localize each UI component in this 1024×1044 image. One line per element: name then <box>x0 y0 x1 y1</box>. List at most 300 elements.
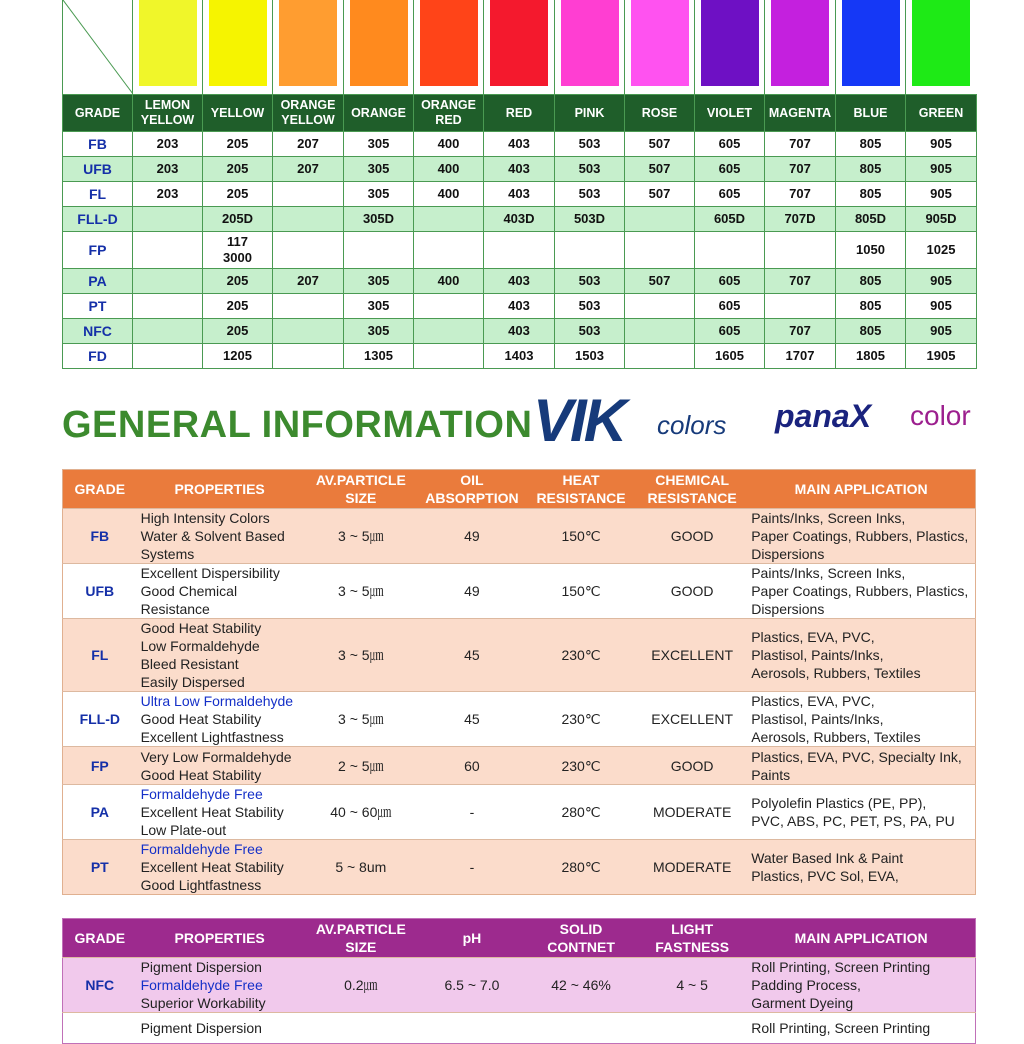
swatch-cell <box>555 0 625 95</box>
properties-cell <box>137 958 303 1013</box>
application-line: Plastisol, Paints/Inks, <box>751 647 884 663</box>
application-line: Plastics, EVA, PVC, <box>751 693 875 709</box>
grade-code: 403 <box>484 157 555 182</box>
grade-code <box>133 269 203 294</box>
color-header: ORANGE RED <box>414 95 484 132</box>
grade-code: 805 <box>836 294 906 319</box>
chem-cell: MODERATE <box>637 785 747 840</box>
property-line: Formaldehyde Free <box>140 786 263 802</box>
grade-code: 605 <box>695 132 765 157</box>
chem-cell: EXCELLENT <box>637 619 747 692</box>
grade-name: FB <box>63 132 133 157</box>
grade-code <box>414 294 484 319</box>
properties-cell <box>137 619 303 692</box>
application-line: Paints/Inks, Screen Inks, <box>751 565 906 581</box>
light-cell <box>637 1013 747 1044</box>
column-header: AV.PARTICLE SIZE <box>303 470 419 509</box>
oil-cell: - <box>419 840 525 895</box>
application-cell <box>747 840 975 895</box>
property-line: Water & Solvent Based <box>140 528 285 544</box>
application-line: Dispersions <box>751 546 825 562</box>
grade-code: 507 <box>625 132 695 157</box>
property-line: Excellent Lightfastness <box>140 729 284 745</box>
size-cell: 0.2㎛ <box>303 958 419 1013</box>
application-cell <box>747 1013 975 1044</box>
grade-code: 905D <box>906 207 977 232</box>
property-line: Low Plate-out <box>140 822 227 838</box>
grade-code: 503 <box>555 182 625 207</box>
table-row <box>63 619 976 692</box>
grade-code <box>273 232 344 269</box>
grade-code: 1707 <box>765 344 836 369</box>
property-line: Superior Workability <box>140 995 266 1011</box>
color-header: MAGENTA <box>765 95 836 132</box>
grade-code <box>625 294 695 319</box>
grade-code <box>133 344 203 369</box>
property-line: Formaldehyde Free <box>140 841 263 857</box>
application-line: Roll Printing, Screen Printing <box>751 959 931 975</box>
info-header-row <box>63 919 976 958</box>
grade-code: 305 <box>344 132 414 157</box>
grade-name: FLL-D <box>63 207 133 232</box>
grade-code: 205 <box>203 182 273 207</box>
vik-logo-colors: colors <box>657 410 727 440</box>
grade-code <box>414 232 484 269</box>
chem-cell: GOOD <box>637 564 747 619</box>
table-row <box>63 207 977 232</box>
grade-code: 1503 <box>555 344 625 369</box>
grade-code <box>133 232 203 269</box>
grade-code: 305 <box>344 157 414 182</box>
grade-code: 707 <box>765 269 836 294</box>
grade-code: 805 <box>836 182 906 207</box>
grade-code: 805 <box>836 269 906 294</box>
swatch-cell <box>765 0 836 95</box>
grade-name: FL <box>63 182 133 207</box>
grade-code: 503D <box>555 207 625 232</box>
heat-cell: 230℃ <box>525 692 637 747</box>
property-line: Resistance <box>140 601 210 617</box>
application-cell <box>747 619 975 692</box>
color-header: VIOLET <box>695 95 765 132</box>
chem-cell: EXCELLENT <box>637 692 747 747</box>
grade-code: 203 <box>133 182 203 207</box>
column-header: AV.PARTICLE SIZE <box>303 919 419 958</box>
grade-code: 707 <box>765 319 836 344</box>
size-cell: 2 ~ 5㎛ <box>303 747 419 785</box>
application-line: Aerosols, Rubbers, Textiles <box>751 665 921 681</box>
grade-code <box>414 207 484 232</box>
application-line: Water Based Ink & Paint <box>751 850 904 866</box>
application-line: Plastics, EVA, PVC, <box>751 629 875 645</box>
info-header-row <box>63 470 976 509</box>
heat-cell: 150℃ <box>525 509 637 564</box>
grade-name: FP <box>63 232 133 269</box>
grade-code: 305 <box>344 294 414 319</box>
grade-code: 400 <box>414 157 484 182</box>
grade-name: UFB <box>63 564 137 619</box>
grade-code: 507 <box>625 157 695 182</box>
table-row <box>63 509 976 564</box>
table-row <box>63 319 977 344</box>
grade-code: 707 <box>765 157 836 182</box>
grade-code <box>765 232 836 269</box>
size-cell: 3 ~ 5㎛ <box>303 564 419 619</box>
table-row <box>63 182 977 207</box>
grade-code: 1205 <box>203 344 273 369</box>
application-cell <box>747 747 975 785</box>
grade-code <box>765 294 836 319</box>
properties-cell <box>137 509 303 564</box>
swatch-cell <box>906 0 977 95</box>
grade-code: 305 <box>344 319 414 344</box>
table-row <box>63 564 976 619</box>
grade-code: 707 <box>765 182 836 207</box>
general-info-table <box>62 469 976 895</box>
swatch-cell <box>695 0 765 95</box>
swatch-violet <box>701 0 759 86</box>
swatch-orange <box>350 0 408 86</box>
property-line: Good Heat Stability <box>140 766 262 783</box>
table-row <box>63 692 976 747</box>
property-line: Very Low Formaldehyde <box>140 748 292 765</box>
property-line: Good Lightfastness <box>140 877 262 893</box>
color-header: PINK <box>555 95 625 132</box>
swatch-magenta <box>771 0 829 86</box>
grade-code <box>344 232 414 269</box>
section-title: GENERAL INFORMATION <box>62 404 533 446</box>
property-line: High Intensity Colors <box>140 510 270 526</box>
grade-code: 1905 <box>906 344 977 369</box>
grade-code: 207 <box>273 132 344 157</box>
application-cell <box>747 509 975 564</box>
grade-name: FL <box>63 619 137 692</box>
swatch-orange-red <box>420 0 478 86</box>
grade-name <box>63 1013 137 1044</box>
property-line: Excellent Heat Stability <box>140 804 284 820</box>
grade-code: 305D <box>344 207 414 232</box>
column-header: pH <box>419 919 525 958</box>
application-line: Polyolefin Plastics (PE, PP), <box>751 795 927 811</box>
grade-code: 117 3000 <box>203 232 273 269</box>
heat-cell: 280℃ <box>525 785 637 840</box>
property-line: Excellent Dispersibility <box>140 565 280 581</box>
grade-code <box>133 319 203 344</box>
table-row <box>63 269 977 294</box>
property-line: Pigment Dispersion <box>140 959 262 975</box>
properties-cell <box>137 785 303 840</box>
application-cell <box>747 564 975 619</box>
color-header: GREEN <box>906 95 977 132</box>
application-line: Plastics, PVC Sol, EVA, <box>751 868 899 884</box>
grade-code: 403 <box>484 294 555 319</box>
solid-cell <box>525 1013 637 1044</box>
table-row <box>63 344 977 369</box>
color-header: LEMON YELLOW <box>133 95 203 132</box>
size-cell: 40 ~ 60㎛ <box>303 785 419 840</box>
grade-code <box>273 319 344 344</box>
grade-code <box>414 319 484 344</box>
swatch-row <box>63 0 977 95</box>
ph-cell: 6.5 ~ 7.0 <box>419 958 525 1013</box>
grade-code: 203 <box>133 157 203 182</box>
grade-code: 403 <box>484 132 555 157</box>
grade-code: 805 <box>836 132 906 157</box>
application-line: Roll Printing, Screen Printing <box>751 1020 931 1036</box>
size-cell: 3 ~ 5㎛ <box>303 692 419 747</box>
heat-cell: 280℃ <box>525 840 637 895</box>
grade-header: GRADE <box>63 95 133 132</box>
application-line: Paper Coatings, Rubbers, Plastics, <box>751 528 969 544</box>
properties-cell <box>137 747 303 785</box>
property-line: Ultra Low Formaldehyde <box>140 693 294 709</box>
application-line: Plastisol, Paints/Inks, <box>751 711 884 727</box>
grade-code <box>484 232 555 269</box>
property-line: Formaldehyde Free <box>140 977 263 993</box>
grade-name: NFC <box>63 958 137 1013</box>
grade-code: 905 <box>906 157 977 182</box>
property-line: Good Heat Stability <box>140 620 262 636</box>
property-line: Good Heat Stability <box>140 711 262 727</box>
table-row <box>63 747 976 785</box>
grade-code <box>133 294 203 319</box>
solid-cell: 42 ~ 46% <box>525 958 637 1013</box>
properties-cell <box>137 564 303 619</box>
swatch-cell <box>273 0 344 95</box>
swatch-cell <box>344 0 414 95</box>
column-header: CHEMICAL RESISTANCE <box>637 470 747 509</box>
grade-code <box>273 294 344 319</box>
grade-code <box>555 232 625 269</box>
properties-cell <box>137 840 303 895</box>
grade-code: 605 <box>695 182 765 207</box>
heat-cell: 230℃ <box>525 619 637 692</box>
chem-cell: MODERATE <box>637 840 747 895</box>
column-header: GRADE <box>63 919 137 958</box>
heat-cell: 230℃ <box>525 747 637 785</box>
grade-code: 203 <box>133 132 203 157</box>
grade-code: 1025 <box>906 232 977 269</box>
grade-code: 1305 <box>344 344 414 369</box>
panax-logo-color: color <box>910 400 971 431</box>
color-header: ORANGE YELLOW <box>273 95 344 132</box>
grade-code: 1403 <box>484 344 555 369</box>
grade-code <box>273 182 344 207</box>
chem-cell: GOOD <box>637 509 747 564</box>
grade-code: 707D <box>765 207 836 232</box>
grade-code: 503 <box>555 319 625 344</box>
property-line: Easily Dispersed <box>140 674 245 690</box>
swatch-rose <box>631 0 689 86</box>
grade-code: 1605 <box>695 344 765 369</box>
grade-code: 400 <box>414 132 484 157</box>
grade-code: 207 <box>273 157 344 182</box>
grade-code: 805 <box>836 157 906 182</box>
grade-code: 605 <box>695 294 765 319</box>
swatch-cell <box>133 0 203 95</box>
properties-cell <box>137 1013 303 1044</box>
table-row <box>63 132 977 157</box>
grade-code: 403 <box>484 182 555 207</box>
swatch-blue <box>842 0 900 86</box>
grade-code: 207 <box>273 269 344 294</box>
grade-code: 805D <box>836 207 906 232</box>
oil-cell: 60 <box>419 747 525 785</box>
column-header: OIL ABSORPTION <box>419 470 525 509</box>
grade-code: 507 <box>625 269 695 294</box>
color-header: ROSE <box>625 95 695 132</box>
grade-code: 905 <box>906 182 977 207</box>
column-header: PROPERTIES <box>137 470 303 509</box>
property-line: Systems <box>140 546 195 562</box>
vik-logo: VIK <box>533 387 625 454</box>
ph-cell <box>419 1013 525 1044</box>
swatch-cell <box>484 0 555 95</box>
grade-code: 905 <box>906 132 977 157</box>
size-cell: 5 ~ 8um <box>303 840 419 895</box>
oil-cell: 49 <box>419 564 525 619</box>
table-row <box>63 294 977 319</box>
grade-code: 403D <box>484 207 555 232</box>
column-header: MAIN APPLICATION <box>747 470 975 509</box>
application-cell <box>747 785 975 840</box>
application-cell <box>747 958 975 1013</box>
application-line: Padding Process, <box>751 977 861 993</box>
grade-name: PT <box>63 840 137 895</box>
column-header: MAIN APPLICATION <box>747 919 975 958</box>
grade-name: PA <box>63 269 133 294</box>
grade-code: 400 <box>414 269 484 294</box>
size-cell: 3 ~ 5㎛ <box>303 509 419 564</box>
grade-code <box>273 207 344 232</box>
grade-code <box>133 207 203 232</box>
oil-cell: 45 <box>419 619 525 692</box>
light-cell: 4 ~ 5 <box>637 958 747 1013</box>
grade-code: 503 <box>555 132 625 157</box>
grade-name: FP <box>63 747 137 785</box>
swatch-cell <box>836 0 906 95</box>
column-header: SOLID CONTNET <box>525 919 637 958</box>
grade-code: 205 <box>203 132 273 157</box>
grade-name: FLL-D <box>63 692 137 747</box>
grade-code: 400 <box>414 182 484 207</box>
grade-code: 905 <box>906 294 977 319</box>
column-header: HEAT RESISTANCE <box>525 470 637 509</box>
application-line: Plastics, EVA, PVC, Specialty Ink, <box>751 748 962 765</box>
heat-cell: 150℃ <box>525 564 637 619</box>
grade-code: 805 <box>836 319 906 344</box>
grade-name: NFC <box>63 319 133 344</box>
grade-code <box>625 344 695 369</box>
grade-code <box>625 319 695 344</box>
grade-code <box>273 344 344 369</box>
column-header: PROPERTIES <box>137 919 303 958</box>
grade-name: PA <box>63 785 137 840</box>
grade-code: 503 <box>555 269 625 294</box>
application-line: Garment Dyeing <box>751 995 854 1011</box>
grade-code: 403 <box>484 319 555 344</box>
chem-cell: GOOD <box>637 747 747 785</box>
grade-code: 605D <box>695 207 765 232</box>
size-cell <box>303 1013 419 1044</box>
diagonal-divider <box>63 0 133 94</box>
grade-code: 905 <box>906 269 977 294</box>
grade-header-row <box>63 95 977 132</box>
grade-code <box>625 232 695 269</box>
grade-code <box>625 207 695 232</box>
color-grade-table <box>62 0 977 369</box>
color-header: YELLOW <box>203 95 273 132</box>
color-header: RED <box>484 95 555 132</box>
color-header: BLUE <box>836 95 906 132</box>
corner-cell <box>63 0 133 95</box>
application-line: PVC, ABS, PC, PET, PS, PA, PU <box>751 813 955 829</box>
application-line: Paints <box>751 766 791 783</box>
grade-code: 305 <box>344 182 414 207</box>
grade-code: 205 <box>203 157 273 182</box>
grade-code: 205 <box>203 319 273 344</box>
table-row <box>63 840 976 895</box>
grade-code: 503 <box>555 157 625 182</box>
application-line: Dispersions <box>751 601 825 617</box>
grade-code: 503 <box>555 294 625 319</box>
grade-name: UFB <box>63 157 133 182</box>
swatch-lemon-yellow <box>139 0 197 86</box>
swatch-green <box>912 0 970 86</box>
panax-logo: panaX <box>775 398 872 434</box>
property-line: Pigment Dispersion <box>140 1020 262 1036</box>
column-header: GRADE <box>63 470 137 509</box>
color-header: ORANGE <box>344 95 414 132</box>
grade-code: 1050 <box>836 232 906 269</box>
oil-cell: - <box>419 785 525 840</box>
oil-cell: 45 <box>419 692 525 747</box>
property-line: Good Chemical <box>140 583 238 599</box>
grade-code: 305 <box>344 269 414 294</box>
grade-name: PT <box>63 294 133 319</box>
grade-code: 1805 <box>836 344 906 369</box>
grade-name: FB <box>63 509 137 564</box>
application-line: Paints/Inks, Screen Inks, <box>751 510 906 526</box>
swatch-cell <box>203 0 273 95</box>
application-line: Paper Coatings, Rubbers, Plastics, <box>751 583 969 599</box>
swatch-pink <box>561 0 619 86</box>
grade-code: 205 <box>203 294 273 319</box>
grade-code <box>414 344 484 369</box>
grade-code: 507 <box>625 182 695 207</box>
table-row <box>63 1013 976 1044</box>
table-row <box>63 958 976 1013</box>
grade-code: 605 <box>695 157 765 182</box>
grade-code: 605 <box>695 319 765 344</box>
swatch-orange-yellow <box>279 0 337 86</box>
size-cell: 3 ~ 5㎛ <box>303 619 419 692</box>
property-line: Bleed Resistant <box>140 656 239 672</box>
swatch-yellow <box>209 0 267 86</box>
grade-code: 905 <box>906 319 977 344</box>
grade-code <box>695 232 765 269</box>
grade-code: 205D <box>203 207 273 232</box>
swatch-cell <box>625 0 695 95</box>
grade-code: 707 <box>765 132 836 157</box>
property-line: Low Formaldehyde <box>140 638 260 654</box>
properties-cell <box>137 692 303 747</box>
grade-code: 403 <box>484 269 555 294</box>
grade-name: FD <box>63 344 133 369</box>
dispersion-info-table <box>62 918 976 1044</box>
property-line: Excellent Heat Stability <box>140 859 284 875</box>
swatch-red <box>490 0 548 86</box>
